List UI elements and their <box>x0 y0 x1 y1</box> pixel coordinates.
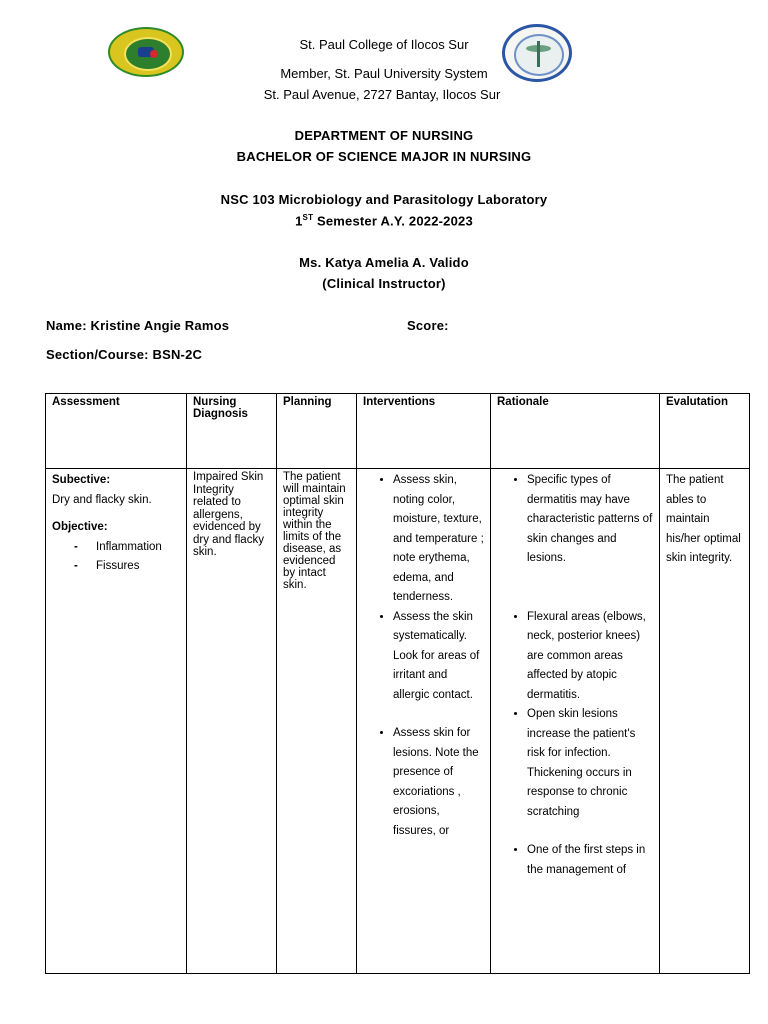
rationale-list <box>497 471 653 880</box>
header-evaluation: Evalutation <box>660 394 750 469</box>
header-rationale: Rationale <box>491 394 660 469</box>
table-row <box>46 469 750 974</box>
semester-text: Semester A.Y. 2022-2023 <box>313 213 473 229</box>
diagnosis-text: Impaired Skin Integrity related to allergens, evidenced by dry and flacky skin. <box>193 471 264 558</box>
department-title: DEPARTMENT OF NURSING <box>294 128 474 143</box>
list-item: - Fissures <box>74 557 180 577</box>
instructor-role: (Clinical Instructor) <box>322 276 446 291</box>
score-label: Score: <box>407 318 449 333</box>
list-item: • Assess the skin systematically. Look for areas of irritant and allergic contact. <box>393 608 484 706</box>
program-title: BACHELOR OF SCIENCE MAJOR IN NURSING <box>236 149 532 164</box>
rationale-cell <box>491 469 660 974</box>
evaluation-text: The patient ables to maintain his/her optimal skin integrity. <box>666 474 741 564</box>
interventions-cell <box>357 469 491 974</box>
college-address: St. Paul Avenue, 2727 Bantay, Ilocos Sur <box>263 87 501 102</box>
semester-number: 1 <box>295 213 303 229</box>
university-membership: Member, St. Paul University System <box>280 66 488 81</box>
assessment-cell <box>46 469 187 974</box>
list-item: • Open skin lesions increase the patient's risk for infection. Thickening occurs in response to chronic scratching <box>527 705 653 822</box>
course-title: NSC 103 Microbiology and Parasitology Laboratory <box>220 192 548 207</box>
subjective-label: Subective: <box>52 474 111 486</box>
nursing-care-plan-table <box>45 393 750 974</box>
semester-line <box>0 213 768 228</box>
header-planning: Planning <box>277 394 357 469</box>
college-name: St. Paul College of Ilocos Sur <box>299 37 469 52</box>
list-item: • Specific types of dermatitis may have characteristic patterns of skin changes and lesions. <box>527 471 653 569</box>
header-nursing-diagnosis: Nursing Diagnosis <box>187 394 277 469</box>
planning-text: The patient will maintain optimal skin integrity within the limits of the disease, as evidenced by intact skin. <box>283 471 346 591</box>
header-assessment: Assessment <box>46 394 187 469</box>
diagnosis-cell <box>187 469 277 974</box>
list-item: - Inflammation <box>74 538 180 558</box>
objective-label: Objective: <box>52 521 108 533</box>
list-item: • One of the first steps in the management of <box>527 841 653 880</box>
section-course: Section/Course: BSN-2C <box>46 347 203 362</box>
student-name: Name: Kristine Angie Ramos <box>46 318 230 333</box>
instructor-name: Ms. Katya Amelia A. Valido <box>299 255 469 270</box>
evaluation-cell <box>660 469 750 974</box>
table-header-row <box>46 394 750 469</box>
objective-list <box>52 538 180 577</box>
list-item: • Assess skin for lesions. Note the presence of excoriations , erosions, fissures, or <box>393 724 484 841</box>
semester-suffix: ST <box>302 213 314 222</box>
header-interventions: Interventions <box>357 394 491 469</box>
subjective-text: Dry and flacky skin. <box>52 493 152 506</box>
interventions-list <box>363 471 484 841</box>
list-item: • Assess skin, noting color, moisture, texture, and temperature ; note erythema, edema, and tenderness. <box>393 471 484 608</box>
list-item: • Flexural areas (elbows, neck, posterior knees) are common areas affected by atopic dermatitis. <box>527 608 653 706</box>
planning-cell <box>277 469 357 974</box>
